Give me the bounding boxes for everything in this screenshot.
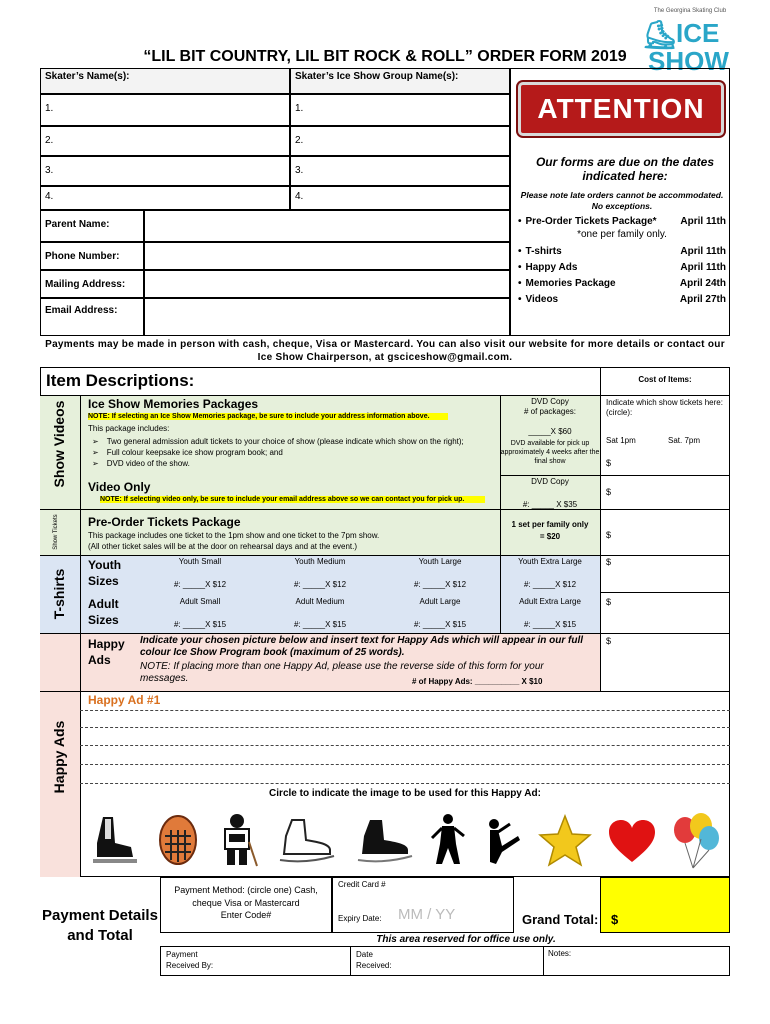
adult-cost[interactable]: $ xyxy=(606,597,612,607)
group-name-4[interactable]: 4. xyxy=(290,186,510,210)
phone-label: Phone Number: xyxy=(40,242,144,270)
card-code-label[interactable]: Enter Code# xyxy=(220,910,272,920)
memories-title: Ice Show Memories Packages xyxy=(88,397,259,411)
youth-small-label: Youth Small xyxy=(178,557,222,566)
goalie-mask-icon[interactable] xyxy=(155,812,201,870)
payment-note: Payments may be made in person with cash, cheque, Visa or Mastercard. You can also visit our website for more details or contact our Ice Show Chairperson, at gsciceshow@gmail.com. xyxy=(45,339,725,363)
youth-medium-label: Youth Medium xyxy=(294,557,346,566)
memories-bullet-3: DVD video of the show. xyxy=(106,459,190,468)
youth-cost[interactable]: $ xyxy=(606,557,612,567)
happy-note: NOTE: If placing more than one Happy Ad, please use the reverse side of this form for your messages. xyxy=(140,661,544,684)
memories-bullet-2: Full colour keepsake ice show program book; and xyxy=(106,448,283,457)
heart-icon[interactable] xyxy=(607,818,657,864)
tickets-price[interactable]: = $20 xyxy=(539,532,561,541)
star-icon[interactable] xyxy=(538,814,592,868)
adult-large-qty[interactable]: #: _____X $15 xyxy=(413,620,467,629)
mailing-label: Mailing Address: xyxy=(40,270,144,298)
logo-word-show: SHOW xyxy=(648,46,729,76)
option-sat-1pm[interactable]: Sat 1pm xyxy=(606,436,636,445)
payment-received-by[interactable]: Payment Received By: xyxy=(166,950,214,970)
video-cost[interactable]: $ xyxy=(606,487,612,497)
circle-image-label: Circle to indicate the image to be used for this Happy Ad: xyxy=(269,788,541,799)
tickets-title: Pre-Order Tickets Package xyxy=(88,515,241,529)
figure-skate-black-icon[interactable] xyxy=(352,816,416,866)
spinning-skater-icon[interactable] xyxy=(480,816,524,866)
grand-total-label: Grand Total: xyxy=(522,912,599,927)
late-text: Please note late orders cannot be accommodated. No exceptions. xyxy=(520,190,724,211)
video-price[interactable]: #: _____ X $35 xyxy=(522,500,578,509)
happy-ad-line-1[interactable] xyxy=(80,710,730,711)
group-name-2[interactable]: 2. xyxy=(290,126,510,156)
date-tickets: April 11th xyxy=(680,216,726,227)
attention-item-videos: Videos xyxy=(525,294,559,305)
memories-packages: # of packages: xyxy=(523,407,577,416)
happy-ad-line-3[interactable] xyxy=(80,745,730,746)
mailing-field[interactable] xyxy=(144,270,510,298)
group-name-3[interactable]: 3. xyxy=(290,156,510,186)
page-title: “LIL BIT COUNTRY, LIL BIT ROCK & ROLL” ORDER FORM 2019 xyxy=(143,48,627,65)
per-family-note: *one per family only. xyxy=(577,229,667,240)
attention-item-happy-ads: Happy Ads xyxy=(525,262,578,273)
credit-card-label[interactable]: Credit Card # xyxy=(338,880,386,889)
phone-field[interactable] xyxy=(144,242,510,270)
tickets-set: 1 set per family only xyxy=(511,520,589,529)
skater-name-3[interactable]: 3. xyxy=(40,156,290,186)
memories-avail: DVD available for pick up approximately 4 weeks after the final show xyxy=(500,440,600,465)
side-label-tickets: Show Tickets xyxy=(53,514,59,550)
youth-xl-label: Youth Extra Large xyxy=(518,557,582,566)
logo-figure-icon: ⛸ xyxy=(642,19,678,50)
attention-item-memories: Memories Package xyxy=(525,278,616,289)
skater-name-1[interactable]: 1. xyxy=(40,94,290,126)
happy-cost[interactable]: $ xyxy=(606,636,612,646)
tickets-line2: (All other ticket sales will be at the door on rehearsal days and at the event.) xyxy=(88,542,358,551)
expiry-input[interactable]: MM / YY xyxy=(398,906,456,923)
tickets-line1: This package includes one ticket to the 1pm show and one ticket to the 7pm show. xyxy=(88,531,380,540)
cost-header: Cost of Items: xyxy=(638,375,692,384)
figure-skate-white-icon[interactable] xyxy=(274,816,338,866)
adult-medium-label: Adult Medium xyxy=(295,597,345,606)
video-title: Video Only xyxy=(88,480,151,494)
balloons-icon[interactable] xyxy=(671,812,721,870)
happy-ad-line-2[interactable] xyxy=(80,727,730,728)
side-label-happy: Happy Ads xyxy=(51,720,67,794)
skater-name-4[interactable]: 4. xyxy=(40,186,290,210)
skater-header: Skater’s Name(s): xyxy=(40,68,290,94)
due-text: Our forms are due on the dates indicated here: xyxy=(535,155,715,183)
group-header: Skater’s Ice Show Group Name(s): xyxy=(290,68,510,94)
side-label-tshirts: T-shirts xyxy=(51,568,67,620)
memories-price[interactable]: _____X $60 xyxy=(528,427,572,436)
attention-list: • Pre-Order Tickets Package* April 11th *one per family only. • T-shirts April 11th • Happy Ads April 11th • Memories Package April 24th • Videos April 27th xyxy=(518,216,726,305)
parent-name-label: Parent Name: xyxy=(40,210,144,242)
attention-text: ATTENTION xyxy=(537,93,705,124)
youth-medium-qty[interactable]: #: _____X $12 xyxy=(293,580,347,589)
memories-dvd-copy: DVD Copy xyxy=(531,397,569,406)
notes-field[interactable]: Notes: xyxy=(548,949,572,958)
group-name-1[interactable]: 1. xyxy=(290,94,510,126)
adult-xl-label: Adult Extra Large xyxy=(519,597,581,606)
memories-includes: This package includes: xyxy=(88,424,170,433)
video-dvd-copy: DVD Copy xyxy=(531,477,569,486)
happy-count[interactable]: # of Happy Ads: __________ X $10 xyxy=(412,677,543,686)
happy-ad-1-label: Happy Ad #1 xyxy=(88,693,161,707)
youth-xl-qty[interactable]: #: _____X $12 xyxy=(523,580,577,589)
payment-method[interactable]: Payment Method: (circle one) Cash, cheque Visa or Mastercard xyxy=(174,885,318,908)
happy-ads-label: Happy Ads xyxy=(88,637,125,667)
youth-large-qty[interactable]: #: _____X $12 xyxy=(413,580,467,589)
memories-note: NOTE: If selecting an Ice Show Memories package, be sure to include your address information above. xyxy=(88,413,448,420)
memories-cost[interactable]: $ xyxy=(606,458,612,468)
adult-large-label: Adult Large xyxy=(419,597,461,606)
show-select-label: Indicate which show tickets here: (circle): xyxy=(606,398,723,417)
logo-club-text: The Georgina Skating Club xyxy=(653,8,727,14)
date-received[interactable]: Date Received: xyxy=(356,950,392,970)
skater-name-2[interactable]: 2. xyxy=(40,126,290,156)
tickets-cost[interactable]: $ xyxy=(606,530,612,540)
happy-indicate: Indicate your chosen picture below and insert text for Happy Ads which will appear in our full colour Ice Show Program book (maximum of 25 words). xyxy=(140,635,584,658)
hockey-player-icon[interactable] xyxy=(215,812,259,870)
date-tshirts: April 11th xyxy=(680,246,726,257)
memories-bullet-1: Two general admission adult tickets to your choice of show (please indicate which show on the right); xyxy=(106,437,464,446)
youth-sizes-label: Youth Sizes xyxy=(88,558,122,588)
adult-sizes-label: Adult Sizes xyxy=(88,597,119,627)
items-title: Item Descriptions: xyxy=(46,371,195,390)
youth-small-qty[interactable]: #: _____X $12 xyxy=(173,580,227,589)
adult-medium-qty[interactable]: #: _____X $15 xyxy=(293,620,347,629)
payment-details-title: Payment Details and Total xyxy=(42,907,158,944)
email-field[interactable] xyxy=(144,298,510,336)
adult-small-qty[interactable]: #: _____X $15 xyxy=(173,620,227,629)
email-label: Email Address: xyxy=(40,298,144,336)
attention-banner xyxy=(518,82,724,136)
date-happy-ads: April 11th xyxy=(680,262,726,273)
video-note: NOTE: If selecting video only, be sure to include your email address above so we can contact you for pick up. xyxy=(100,496,485,503)
grand-total-dollar: $ xyxy=(611,912,619,927)
date-memories: April 24th xyxy=(679,278,726,289)
option-sat-7pm[interactable]: Sat. 7pm xyxy=(668,436,701,445)
adult-xl-qty[interactable]: #: _____X $15 xyxy=(523,620,577,629)
happy-ad-line-4[interactable] xyxy=(80,764,730,765)
expiry-label: Expiry Date: xyxy=(338,914,382,923)
youth-large-label: Youth Large xyxy=(418,557,462,566)
parent-name-field[interactable] xyxy=(144,210,510,242)
logo-word-ice: ICE xyxy=(676,18,720,48)
adult-small-label: Adult Small xyxy=(179,597,221,606)
date-videos: April 27th xyxy=(679,294,726,305)
attention-item-tickets: • Pre-Order Tickets Package* xyxy=(518,216,657,227)
office-use-label: This area reserved for office use only. xyxy=(376,934,556,945)
happy-ad-line-5[interactable] xyxy=(80,783,730,784)
grand-total-field[interactable] xyxy=(600,877,730,933)
skater-silhouette-icon[interactable] xyxy=(430,812,466,870)
hockey-skate-icon[interactable] xyxy=(89,813,141,869)
attention-item-tshirts: T-shirts xyxy=(525,246,562,257)
side-label-videos: Show Videos xyxy=(51,400,67,488)
image-options xyxy=(82,808,728,874)
